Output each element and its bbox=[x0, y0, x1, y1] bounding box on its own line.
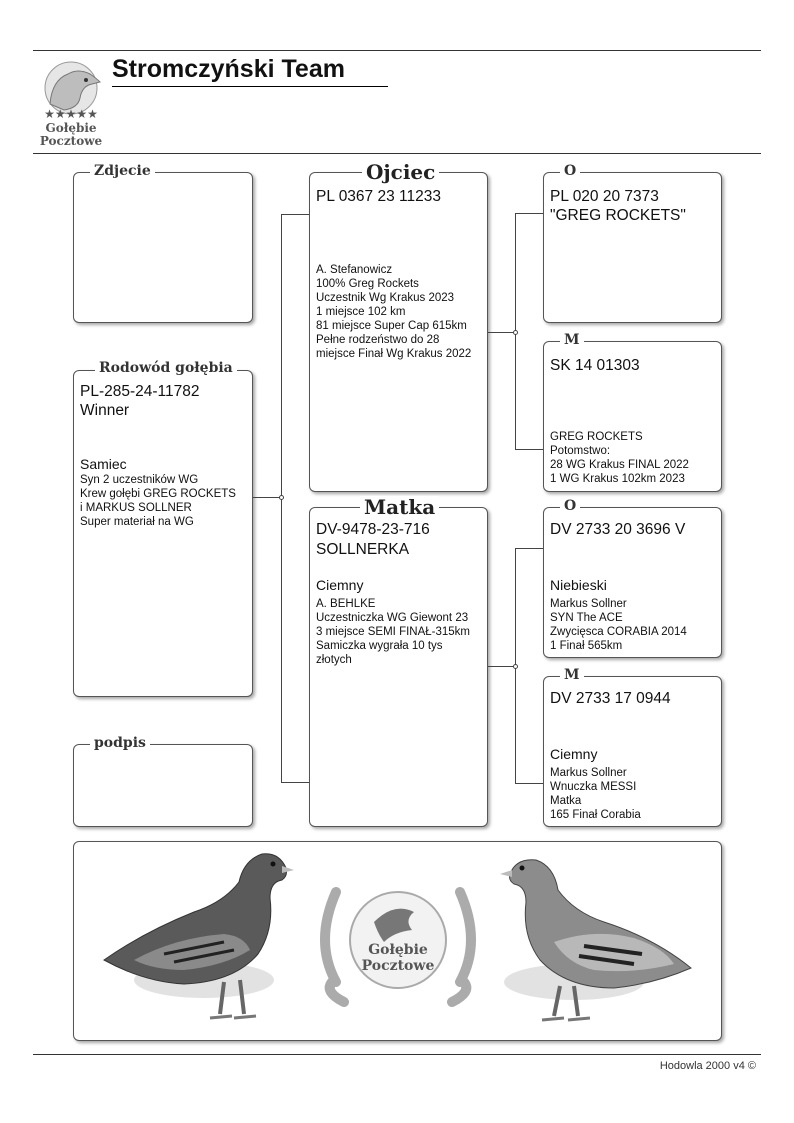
golebie-pocztowe-emblem bbox=[325, 892, 471, 1002]
connector bbox=[253, 497, 281, 498]
subject-note: Syn 2 uczestników WG bbox=[80, 474, 199, 486]
fm-legend: M bbox=[560, 332, 584, 348]
connector bbox=[515, 548, 543, 549]
father-box bbox=[309, 172, 488, 492]
father-note: Uczestnik Wg Krakus 2023 bbox=[316, 292, 455, 304]
mother-mother-box bbox=[543, 676, 722, 827]
club-logo bbox=[34, 54, 108, 148]
mm-note: Markus Sollner bbox=[550, 767, 627, 779]
mother-legend: Matka bbox=[360, 496, 439, 518]
signature-legend: podpis bbox=[90, 735, 150, 751]
mother-note: Uczestniczka WG Giewont 23 bbox=[316, 612, 469, 624]
mf-note: SYN The ACE bbox=[550, 612, 623, 624]
mm-note: 165 Finał Corabia bbox=[550, 809, 641, 821]
ff-legend: O bbox=[560, 163, 580, 179]
connector bbox=[515, 213, 543, 214]
father-mother-box bbox=[543, 341, 722, 492]
subject-legend: Rodowód gołębia bbox=[95, 360, 237, 376]
image-panel bbox=[73, 841, 722, 1041]
connector bbox=[515, 449, 543, 450]
photo-legend: Zdjecie bbox=[90, 163, 155, 179]
subject-note: i MARKUS SOLLNER bbox=[80, 502, 192, 514]
connector-node bbox=[279, 495, 284, 500]
photo-box bbox=[73, 172, 253, 323]
connector bbox=[515, 783, 543, 784]
logo-line1: Gołębie bbox=[45, 121, 97, 135]
connector bbox=[488, 332, 515, 333]
signature-box bbox=[73, 744, 253, 827]
mf-note: 1 Finał 565km bbox=[550, 640, 623, 652]
emblem-line2: Pocztowe bbox=[361, 958, 435, 974]
footer-text: Hodowla 2000 v4 © bbox=[659, 1060, 756, 1072]
mm-ring: DV 2733 17 0944 bbox=[550, 690, 671, 707]
father-legend: Ojciec bbox=[362, 161, 439, 183]
father-note: 1 miejsce 102 km bbox=[316, 306, 406, 318]
right-pigeon-image bbox=[500, 860, 691, 1020]
fm-note: GREG ROCKETS bbox=[550, 431, 643, 443]
mm-note: Matka bbox=[550, 795, 582, 807]
mm-color: Ciemny bbox=[550, 746, 598, 762]
father-father-box bbox=[543, 172, 722, 323]
footer-rule bbox=[33, 1054, 761, 1055]
header-bottom-rule bbox=[33, 153, 761, 154]
connector bbox=[281, 214, 309, 215]
page-title: Stromczyński Team bbox=[112, 55, 345, 83]
mother-note: A. BEHLKE bbox=[316, 598, 376, 610]
fm-note: Potomstwo: bbox=[550, 445, 611, 457]
emblem-line1: Gołębie bbox=[368, 942, 428, 958]
mm-note: Wnuczka MESSI bbox=[550, 781, 637, 793]
connector-node bbox=[513, 664, 518, 669]
subject-ring: PL-285-24-11782 bbox=[80, 383, 200, 400]
mother-ring: DV-9478-23-716 bbox=[316, 521, 430, 538]
father-note: 100% Greg Rockets bbox=[316, 278, 419, 290]
logo-stars: ★★★★★ bbox=[44, 107, 98, 121]
logo-line2: Pocztowe bbox=[39, 134, 103, 148]
connector-node bbox=[513, 330, 518, 335]
mother-color: Ciemny bbox=[316, 577, 364, 593]
header-top-rule bbox=[33, 50, 761, 51]
mf-note: Markus Sollner bbox=[550, 598, 627, 610]
title-underline bbox=[112, 86, 388, 87]
subject-name: Winner bbox=[80, 402, 130, 419]
mf-color: Niebieski bbox=[550, 577, 607, 593]
connector bbox=[488, 666, 515, 667]
left-pigeon-image bbox=[104, 854, 294, 1018]
connector bbox=[281, 782, 309, 783]
fm-ring: SK 14 01303 bbox=[550, 357, 640, 374]
fm-note: 28 WG Krakus FINAL 2022 bbox=[550, 459, 689, 471]
father-note: miejsce Finał Wg Krakus 2022 bbox=[316, 348, 472, 360]
subject-box bbox=[73, 370, 253, 697]
mother-name: SOLLNERKA bbox=[316, 541, 410, 558]
father-note: 81 miejsce Super Cap 615km bbox=[316, 320, 467, 332]
mother-note: 3 miejsce SEMI FINAŁ-315km bbox=[316, 626, 471, 638]
ff-ring: PL 020 20 7373 bbox=[550, 188, 659, 205]
subject-note: Super materiał na WG bbox=[80, 516, 194, 528]
mf-legend: O bbox=[560, 498, 580, 514]
subject-color: Samiec bbox=[80, 456, 127, 472]
father-note: A. Stefanowicz bbox=[316, 264, 393, 276]
mother-box bbox=[309, 507, 488, 827]
mother-father-box bbox=[543, 507, 722, 658]
mother-note: Samiczka wygrała 10 tys bbox=[316, 640, 443, 652]
mf-note: Zwycięsca CORABIA 2014 bbox=[550, 626, 687, 638]
ff-name: "GREG ROCKETS" bbox=[550, 207, 686, 224]
mother-note: złotych bbox=[316, 654, 352, 666]
father-note: Pełne rodzeństwo do 28 bbox=[316, 334, 440, 346]
mf-ring: DV 2733 20 3696 V bbox=[550, 521, 686, 538]
subject-note: Krew gołębi GREG ROCKETS bbox=[80, 488, 236, 500]
fm-note: 1 WG Krakus 102km 2023 bbox=[550, 473, 685, 485]
father-ring: PL 0367 23 11233 bbox=[316, 188, 441, 205]
mm-legend: M bbox=[560, 667, 584, 683]
